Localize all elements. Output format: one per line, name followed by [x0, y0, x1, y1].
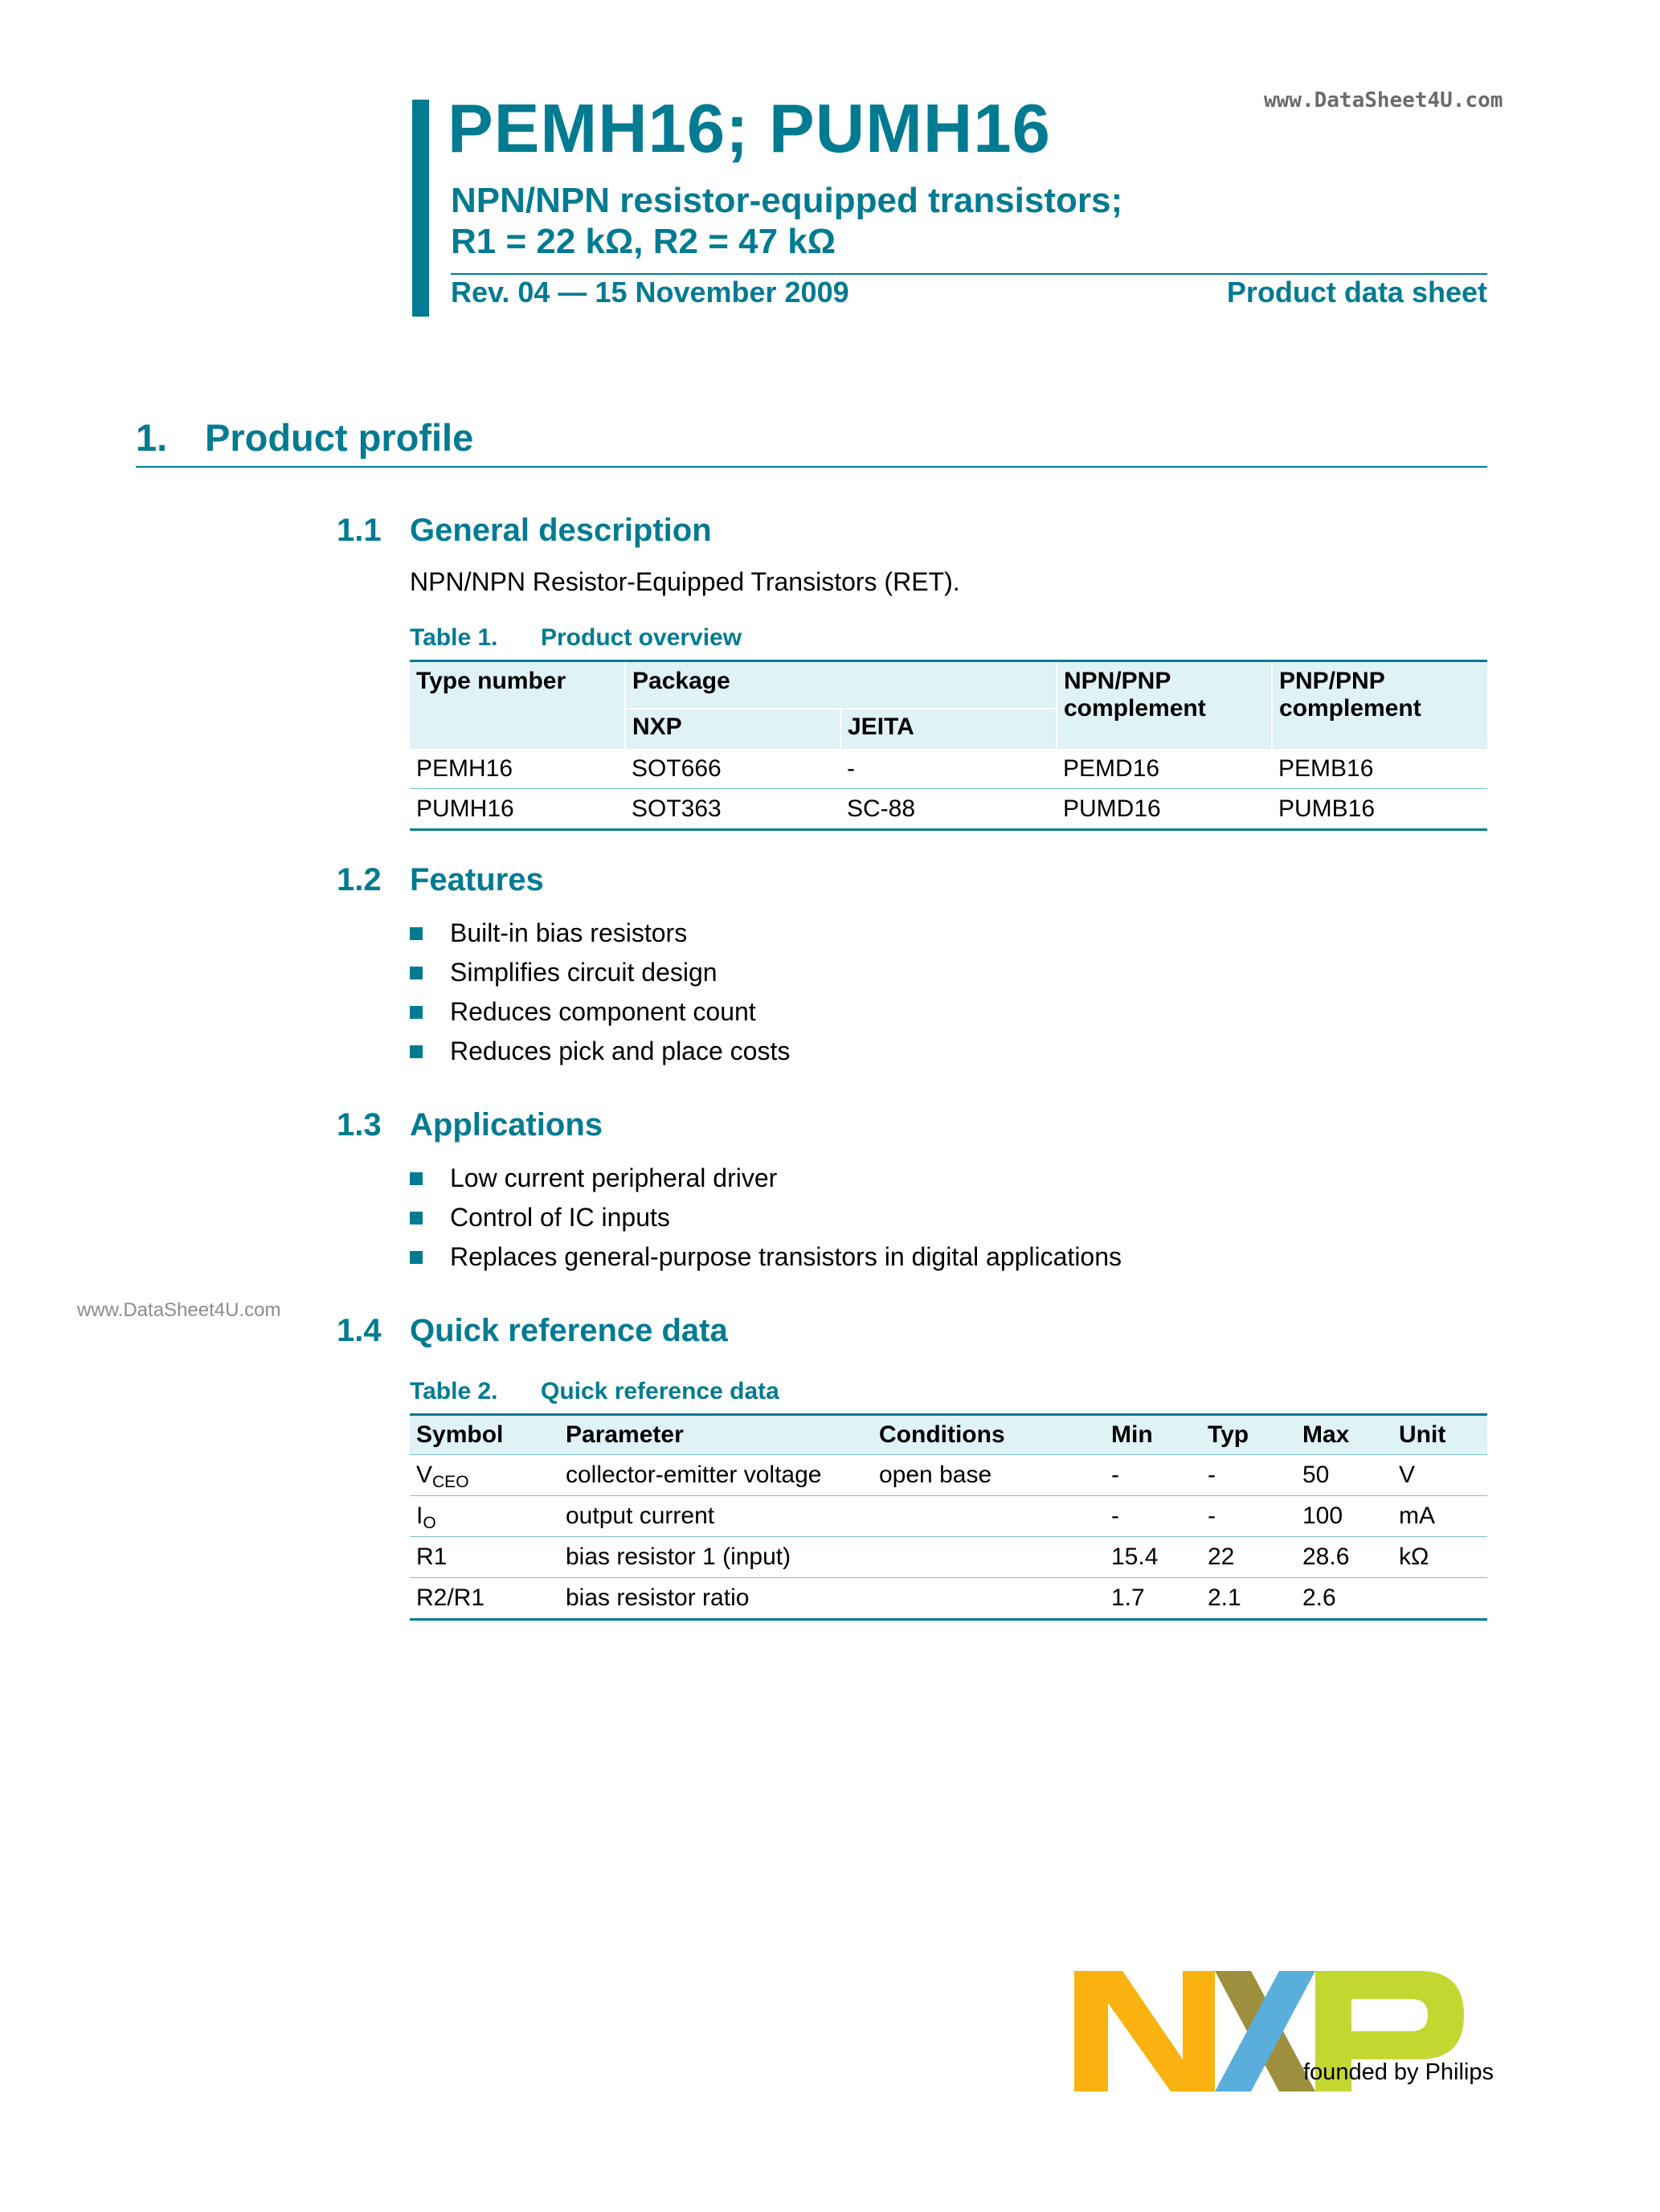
cell-min: 1.7: [1105, 1578, 1201, 1620]
cell-parameter: bias resistor 1 (input): [559, 1537, 873, 1578]
cell-unit: kΩ: [1392, 1537, 1487, 1578]
logo-tagline: founded by Philips: [1303, 2059, 1494, 2085]
list-item-text: Reduces pick and place costs: [450, 1036, 791, 1065]
header-nxp: NXP: [625, 709, 840, 749]
document-title: PEMH16; PUMH16: [448, 91, 1051, 167]
features-list: [410, 914, 790, 1071]
quick-reference-table: [410, 1413, 1487, 1621]
cell-npn-pnp: PEMD16: [1063, 754, 1160, 782]
cell-conditions: open base: [873, 1455, 1105, 1496]
cell-pnp-pnp: PUMB16: [1272, 789, 1487, 830]
list-item: [410, 953, 790, 992]
cell-parameter: output current: [559, 1496, 873, 1537]
section-1-divider: [136, 466, 1487, 468]
table-1-label: Table 1.: [410, 624, 498, 651]
table-row: [410, 1496, 1487, 1537]
list-item-text: Control of IC inputs: [450, 1203, 670, 1232]
watermark-side[interactable]: www.DataSheet4U.com: [77, 1299, 281, 1321]
list-item: [410, 1032, 790, 1071]
section-1-1-title: General description: [410, 513, 712, 548]
list-item-text: Low current peripheral driver: [450, 1163, 778, 1192]
general-description-text: NPN/NPN Resistor-Equipped Transistors (RET).: [410, 567, 960, 596]
table-2-title: Quick reference data: [541, 1378, 779, 1404]
applications-list: [410, 1159, 1122, 1277]
bullet-icon: [410, 1045, 423, 1058]
header-parameter: Parameter: [559, 1415, 873, 1455]
section-1-2-title: Features: [410, 862, 544, 897]
table-row: [410, 749, 1487, 789]
bullet-icon: [410, 1251, 423, 1264]
header-unit: Unit: [1392, 1415, 1487, 1455]
cell-jeita: SC-88: [840, 789, 1057, 830]
cell-typ: 22: [1201, 1537, 1296, 1578]
product-overview-table: [410, 660, 1487, 831]
header-package: Package: [625, 661, 1057, 709]
cell-min: -: [1105, 1455, 1201, 1496]
cell-max: 2.6: [1296, 1578, 1392, 1620]
symbol-subscript: CEO: [432, 1473, 469, 1491]
table-2-label: Table 2.: [410, 1378, 498, 1404]
header-divider: [451, 273, 1487, 275]
header-npn-pnp-complement: NPN/PNP complement: [1057, 661, 1272, 750]
cell-max: 100: [1296, 1496, 1392, 1537]
cell-typ: -: [1201, 1455, 1296, 1496]
bullet-icon: [410, 1006, 423, 1019]
list-item-text: Replaces general-purpose transistors in digital applications: [450, 1242, 1122, 1271]
list-item: [410, 1237, 1122, 1277]
subtitle-line-2: R1 = 22 kΩ, R2 = 47 kΩ: [451, 222, 836, 261]
table-row: [410, 1537, 1487, 1578]
header-pnp-pnp-complement: PNP/PNP complement: [1272, 661, 1487, 750]
document-subtitle: [451, 180, 1122, 262]
cell-nxp: SOT666: [632, 754, 722, 782]
cell-typ: -: [1201, 1496, 1296, 1537]
bullet-icon: [410, 967, 423, 979]
bullet-icon: [410, 927, 423, 940]
list-item-text: Simplifies circuit design: [450, 958, 718, 987]
list-item: [410, 1159, 1122, 1198]
cell-symbol: [410, 1537, 559, 1578]
cell-symbol: [410, 1496, 559, 1537]
subtitle-line-1: NPN/NPN resistor-equipped transistors;: [451, 181, 1123, 220]
cell-parameter: collector-emitter voltage: [559, 1455, 873, 1496]
cell-nxp: SOT363: [625, 789, 840, 830]
section-1-1-number: 1.1: [337, 513, 382, 548]
header-symbol: Symbol: [410, 1415, 559, 1455]
section-1-3-number: 1.3: [337, 1107, 382, 1143]
section-1-4-title: Quick reference data: [410, 1313, 728, 1348]
watermark-top[interactable]: www.DataSheet4U.com: [1264, 88, 1503, 112]
header-type-number: Type number: [410, 661, 625, 750]
cell-max: 28.6: [1296, 1537, 1392, 1578]
cell-conditions: [873, 1496, 1105, 1537]
section-1-3-title: Applications: [410, 1107, 603, 1143]
logo-n-shape: [1074, 1971, 1215, 2091]
cell-type-number: PUMH16: [410, 789, 625, 830]
cell-unit: [1392, 1578, 1487, 1620]
symbol-text: I: [416, 1503, 423, 1529]
list-item-text: Reduces component count: [450, 997, 756, 1026]
revision-info: Rev. 04 — 15 November 2009: [451, 276, 849, 309]
cell-pnp-pnp: PEMB16: [1278, 754, 1374, 782]
table-2-caption: [410, 1378, 779, 1405]
table-row: [410, 1455, 1487, 1496]
section-1-4-number: 1.4: [337, 1313, 382, 1348]
bullet-icon: [410, 1212, 423, 1225]
cell-unit: V: [1392, 1455, 1487, 1496]
cell-symbol: [410, 1578, 559, 1620]
header-max: Max: [1296, 1415, 1392, 1455]
list-item-text: Built-in bias resistors: [450, 918, 688, 947]
symbol-subscript: O: [423, 1514, 436, 1532]
list-item: [410, 914, 790, 953]
cell-symbol: [410, 1455, 559, 1496]
header-accent-bar: [412, 100, 429, 317]
list-item: [410, 1198, 1122, 1237]
cell-npn-pnp: PUMD16: [1057, 789, 1272, 830]
section-1-2-number: 1.2: [337, 862, 382, 897]
cell-type-number: PEMH16: [416, 754, 513, 782]
cell-min: -: [1105, 1496, 1201, 1537]
symbol-text: V: [416, 1462, 433, 1488]
list-item: [410, 992, 790, 1032]
cell-min: 15.4: [1105, 1537, 1201, 1578]
header-jeita: JEITA: [840, 709, 1057, 749]
cell-jeita: -: [847, 754, 855, 782]
bullet-icon: [410, 1172, 423, 1185]
header-typ: Typ: [1201, 1415, 1296, 1455]
cell-typ: 2.1: [1201, 1578, 1296, 1620]
header-conditions: Conditions: [873, 1415, 1105, 1455]
document-type: Product data sheet: [1226, 276, 1487, 309]
section-1-number: 1.: [136, 416, 168, 459]
table-1-caption: [410, 624, 742, 652]
cell-conditions: [873, 1578, 1105, 1620]
symbol-text: R1: [416, 1543, 448, 1570]
cell-parameter: bias resistor ratio: [559, 1578, 873, 1620]
cell-max: 50: [1296, 1455, 1392, 1496]
table-row: [410, 789, 1487, 830]
cell-conditions: [873, 1537, 1105, 1578]
section-1-title: Product profile: [205, 416, 474, 459]
table-row: [410, 1578, 1487, 1620]
symbol-text: R2/R1: [416, 1584, 485, 1611]
header-min: Min: [1105, 1415, 1201, 1455]
table-1-title: Product overview: [541, 624, 742, 651]
cell-unit: mA: [1392, 1496, 1487, 1537]
